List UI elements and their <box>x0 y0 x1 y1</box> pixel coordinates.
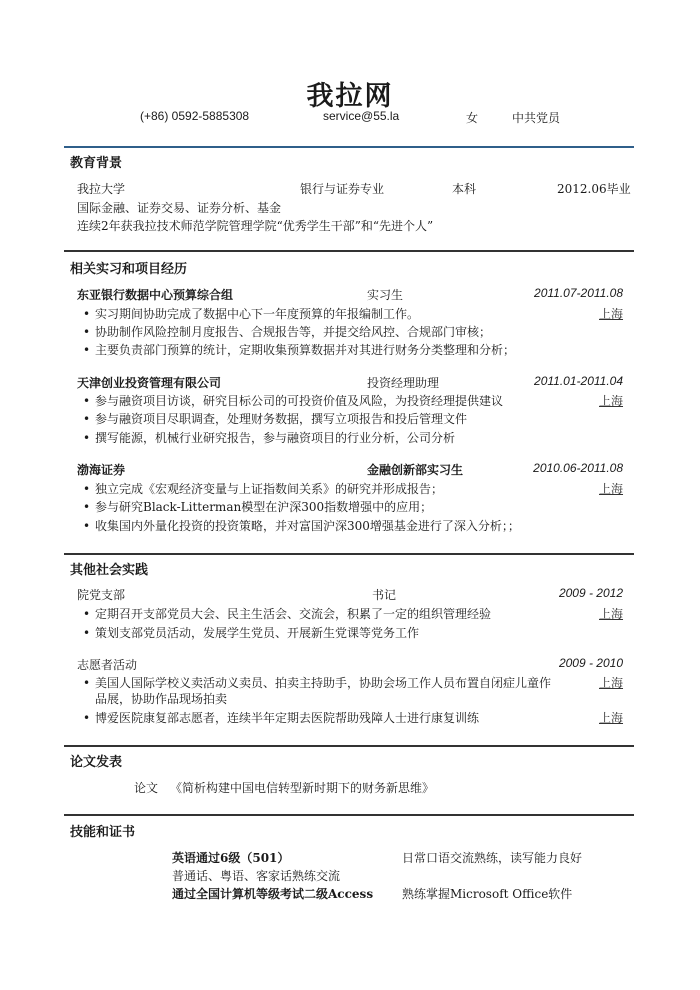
email-address: service@55.la <box>323 109 400 123</box>
internship-location: 上海 <box>599 307 624 321</box>
paper-label: 论文 <box>134 781 159 795</box>
internship-date: 2011.07-2011.08 <box>534 286 623 300</box>
skill-computer: 通过全国计算机等级考试二级Access <box>172 887 374 901</box>
section-divider <box>64 745 634 747</box>
list-item: • 参与研究Black-Litterman模型在沪深300指数增强中的应用； <box>83 500 433 514</box>
section-title-social: 其他社会实践 <box>70 563 149 578</box>
section-divider <box>64 146 634 148</box>
list-item: • 博爱医院康复部志愿者，连续半年定期去医院帮助残障人士进行康复训练 <box>83 711 480 725</box>
section-divider <box>64 553 634 555</box>
skill-office: 熟练掌握Microsoft Office软件 <box>402 887 573 901</box>
list-item: • 定期召开支部党员大会、民主生活会、交流会，积累了一定的组织管理经验 <box>83 607 492 621</box>
social-org: 志愿者活动 <box>77 658 138 672</box>
list-item: • 撰写能源，机械行业研究报告，参与融资项目的行业分析，公司分析 <box>83 431 456 445</box>
list-item: • 主要负责部门预算的统计，定期收集预算数据并对其进行财务分类整理和分析； <box>83 343 516 357</box>
internship-date: 2011.01-2011.04 <box>534 374 623 388</box>
skill-dialect: 普通话、粤语、客家话熟练交流 <box>172 869 341 883</box>
skill-english: 英语通过6级（501） <box>172 851 290 865</box>
list-item: • 美国人国际学校义卖活动义卖员、拍卖主持助手，协助会场工作人员布置自闭症儿童作 <box>83 676 552 690</box>
social-role: 书记 <box>372 588 397 602</box>
social-date: 2009 - 2012 <box>558 586 623 600</box>
skill-oral: 日常口语交流熟练，读写能力良好 <box>402 851 583 865</box>
internship-role: 实习生 <box>367 288 404 302</box>
education-major: 银行与证券专业 <box>300 182 385 196</box>
internship-role: 金融创新部实习生 <box>367 463 464 477</box>
list-item-continued: 品展，协助作品现场拍卖 <box>95 692 228 706</box>
list-item: • 参与融资项目尽职调查，处理财务数据，撰写立项报告和投后管理文件 <box>83 412 468 426</box>
section-title-papers: 论文发表 <box>70 755 123 770</box>
social-location: 上海 <box>599 607 624 621</box>
social-date: 2009 - 2010 <box>558 656 623 670</box>
social-location: 上海 <box>599 711 624 725</box>
list-item: • 独立完成《宏观经济变量与上证指数间关系》的研究并形成报告； <box>83 482 444 496</box>
education-date: 2012.06毕业 <box>557 182 631 196</box>
list-item: • 策划支部党员活动，发展学生党员、开展新生党课等党务工作 <box>83 626 420 640</box>
internship-company: 东亚银行数据中心预算综合组 <box>77 288 234 302</box>
social-location: 上海 <box>599 676 624 690</box>
internship-date: 2010.06-2011.08 <box>533 461 623 475</box>
section-title-internships: 相关实习和项目经历 <box>70 262 188 277</box>
social-org: 院党支部 <box>77 588 126 602</box>
internship-company: 天津创业投资管理有限公司 <box>77 376 222 390</box>
list-item: • 参与融资项目访谈，研究目标公司的可投资价值及风险，为投资经理提供建议 <box>83 394 504 408</box>
paper-title: 《简析构建中国电信转型新时期下的财务新思维》 <box>170 781 435 795</box>
internship-company: 渤海证券 <box>77 463 126 477</box>
political-status: 中共党员 <box>512 111 561 125</box>
section-divider <box>64 814 634 816</box>
list-item: • 实习期间协助完成了数据中心下一年度预算的年报编制工作。 <box>83 307 420 321</box>
internship-location: 上海 <box>599 394 624 408</box>
section-title-education: 教育背景 <box>70 156 123 171</box>
education-school: 我拉大学 <box>77 182 126 196</box>
section-title-skills: 技能和证书 <box>70 825 136 840</box>
section-divider <box>64 250 634 252</box>
list-item: • 协助制作风险控制月度报告、合规报告等，并提交给风控、合规部门审核； <box>83 325 492 339</box>
resume-name: 我拉网 <box>306 81 394 112</box>
phone-number: (+86) 0592-5885308 <box>140 109 250 123</box>
education-honor: 连续2年获我拉技术师范学院管理学院“优秀学生干部”和“先进个人” <box>77 219 434 233</box>
internship-role: 投资经理助理 <box>367 376 440 390</box>
gender: 女 <box>466 111 479 125</box>
education-courses: 国际金融、证券交易、证券分析、基金 <box>77 201 282 215</box>
list-item: • 收集国内外量化投资的投资策略，并对富国沪深300增强基金进行了深入分析；； <box>83 519 520 533</box>
internship-location: 上海 <box>599 482 624 496</box>
education-degree: 本科 <box>452 182 477 196</box>
